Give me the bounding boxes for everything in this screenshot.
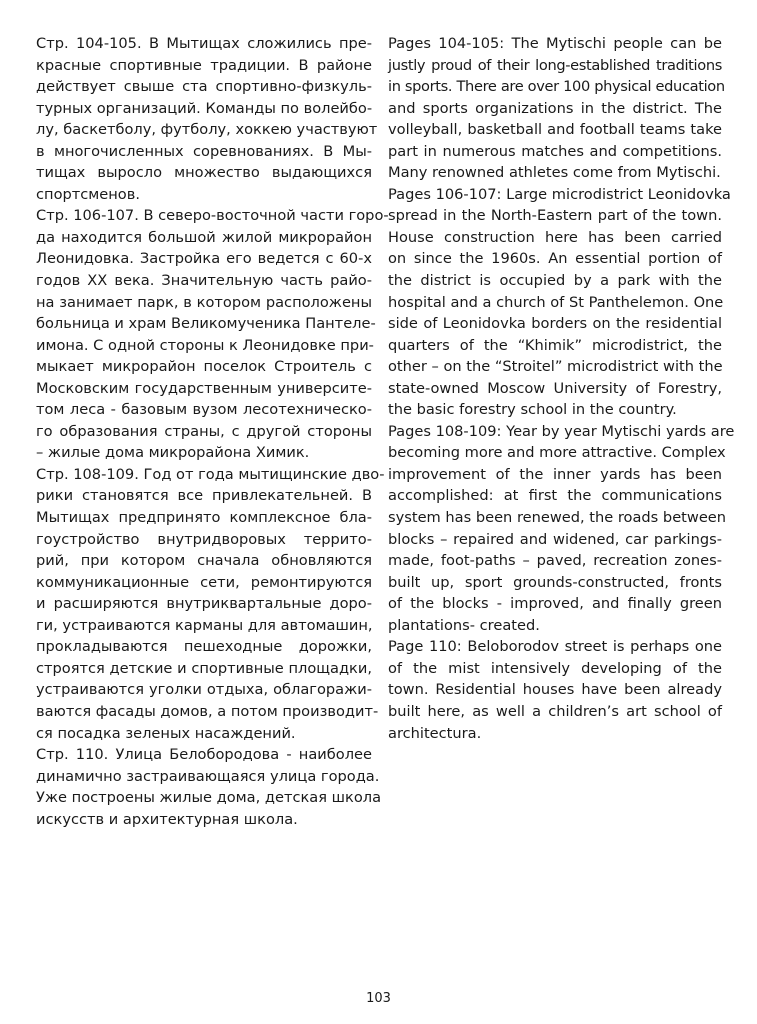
text-line: blocks – repaired and widened, car parkings- bbox=[388, 530, 722, 548]
text-line: Уже построены жилые дома, детская школа bbox=[36, 789, 382, 807]
text-line: Pages 104-105: The Mytischi people can be bbox=[388, 35, 722, 52]
text-line: и расширяются внутриквартальные доро- bbox=[36, 595, 372, 613]
text-line: Стр. 110. Улица Белобородова - наиболее bbox=[36, 746, 372, 764]
text-line: built up, sport grounds-constructed, fronts bbox=[388, 573, 722, 591]
text-line: system has been renewed, the roads between bbox=[388, 509, 727, 527]
text-line: турных организаций. Команды по волейбо- bbox=[36, 99, 373, 117]
text-line: spread in the North-Eastern part of the town. bbox=[388, 207, 722, 225]
text-line: го образования страны, с другой стороны bbox=[36, 422, 372, 440]
russian-text-column bbox=[36, 33, 389, 830]
text-line: на занимает парк, в котором расположены bbox=[36, 293, 372, 311]
text-line: Стр. 104-105. В Мытищах сложились пре- bbox=[36, 35, 372, 52]
text-line: рий, при котором сначала обновляются bbox=[36, 552, 372, 570]
text-line: Леонидовка. Застройка его ведется с 60-х bbox=[36, 250, 372, 268]
text-line: рики становятся все привлекательней. В bbox=[36, 487, 372, 505]
text-line: да находится большой жилой микрорайон bbox=[36, 228, 372, 246]
text-line: built here, as well a children’s art school of bbox=[388, 702, 722, 720]
text-line: accomplished: at first the communications bbox=[388, 487, 722, 505]
text-line: – жилые дома микрорайона Химик. bbox=[36, 444, 310, 462]
text-line: improvement of the inner yards has been bbox=[388, 465, 722, 483]
text-line: state-owned Moscow University of Forestry, bbox=[388, 379, 722, 397]
text-line: justly proud of their long-established traditions bbox=[388, 56, 722, 74]
text-line: Стр. 106-107. В северо-восточной части горо- bbox=[36, 207, 389, 225]
text-line: other – on the “Stroitel” microdistrict with the bbox=[388, 358, 723, 376]
text-line: Стр. 108-109. Год от года мытищинские дво- bbox=[36, 465, 385, 483]
english-text-column bbox=[388, 33, 735, 744]
text-line: on since the 1960s. An essential portion of bbox=[388, 250, 722, 268]
text-line: коммуникационные сети, ремонтируются bbox=[36, 573, 372, 591]
text-line: of the mist intensively developing of the bbox=[388, 659, 722, 677]
text-line: гоустройство внутридворовых террито- bbox=[36, 530, 372, 548]
text-line: the district is occupied by a park with the bbox=[388, 272, 722, 290]
text-line: устраиваются уголки отдыха, облагоражи- bbox=[36, 681, 372, 699]
text-line: красные спортивные традиции. В районе bbox=[36, 56, 372, 74]
text-line: больница и храм Великомученика Пантеле- bbox=[36, 315, 376, 333]
text-line: plantations- created. bbox=[388, 616, 540, 634]
text-line: architectura. bbox=[388, 724, 482, 742]
text-line: in sports. There are over 100 physical education bbox=[388, 78, 725, 96]
text-line: of the blocks - improved, and finally green bbox=[388, 595, 722, 613]
text-line: Many renowned athletes come from Mytischi. bbox=[388, 164, 721, 182]
text-line: прокладываются пешеходные дорожки, bbox=[36, 638, 372, 656]
text-line: House construction here has been carried bbox=[388, 228, 722, 246]
text-line: искусств и архитектурная школа. bbox=[36, 810, 298, 828]
text-line: том леса - базовым вузом лесотехническо- bbox=[36, 401, 372, 419]
text-line: Pages 108-109: Year by year Mytischi yards are bbox=[388, 422, 735, 440]
text-line: динамично застраивающаяся улица города. bbox=[36, 767, 380, 785]
text-line: спортсменов. bbox=[36, 185, 140, 203]
text-line: ваются фасады домов, а потом производит- bbox=[36, 702, 379, 720]
text-line: Page 110: Beloborodov street is perhaps one bbox=[388, 638, 722, 656]
text-line: volleyball, basketball and football teams take bbox=[388, 121, 722, 139]
text-line: part in numerous matches and competitions. bbox=[388, 142, 722, 160]
text-line: hospital and a church of St Panthelemon. One bbox=[388, 293, 724, 311]
text-line: ся посадка зеленых насаждений. bbox=[36, 724, 296, 742]
text-line: тищах выросло множество выдающихся bbox=[36, 164, 372, 182]
text-line: side of Leonidovka borders on the residential bbox=[388, 315, 722, 333]
text-line: Мытищах предпринято комплексное бла- bbox=[36, 509, 372, 527]
text-line: действует свыше ста спортивно-физкуль- bbox=[36, 78, 372, 96]
text-line: quarters of the “Khimik” microdistrict, the bbox=[388, 336, 722, 354]
text-line: строятся детские и спортивные площадки, bbox=[36, 659, 372, 677]
page-number: 103 bbox=[366, 991, 391, 1006]
text-line: имона. С одной стороны к Леонидовке при- bbox=[36, 336, 374, 354]
text-line: лу, баскетболу, футболу, хоккею участвуют bbox=[36, 121, 378, 139]
text-line: в многочисленных соревнованиях. В Мы- bbox=[36, 142, 372, 160]
text-line: годов XX века. Значительную часть райо- bbox=[36, 272, 372, 290]
text-line: and sports organizations in the district. The bbox=[388, 99, 722, 117]
text-line: the basic forestry school in the country. bbox=[388, 401, 677, 419]
text-line: мыкает микрорайон поселок Строитель с bbox=[36, 358, 372, 376]
text-line: Московским государственным университе- bbox=[36, 379, 372, 397]
text-line: becoming more and more attractive. Complex bbox=[388, 444, 726, 462]
text-line: Pages 106-107: Large microdistrict Leonidovka bbox=[388, 185, 731, 203]
text-line: made, foot-paths – paved, recreation zones- bbox=[388, 552, 722, 570]
text-line: ги, устраиваются карманы для автомашин, bbox=[36, 616, 373, 634]
text-line: town. Residential houses have been already bbox=[388, 681, 722, 699]
